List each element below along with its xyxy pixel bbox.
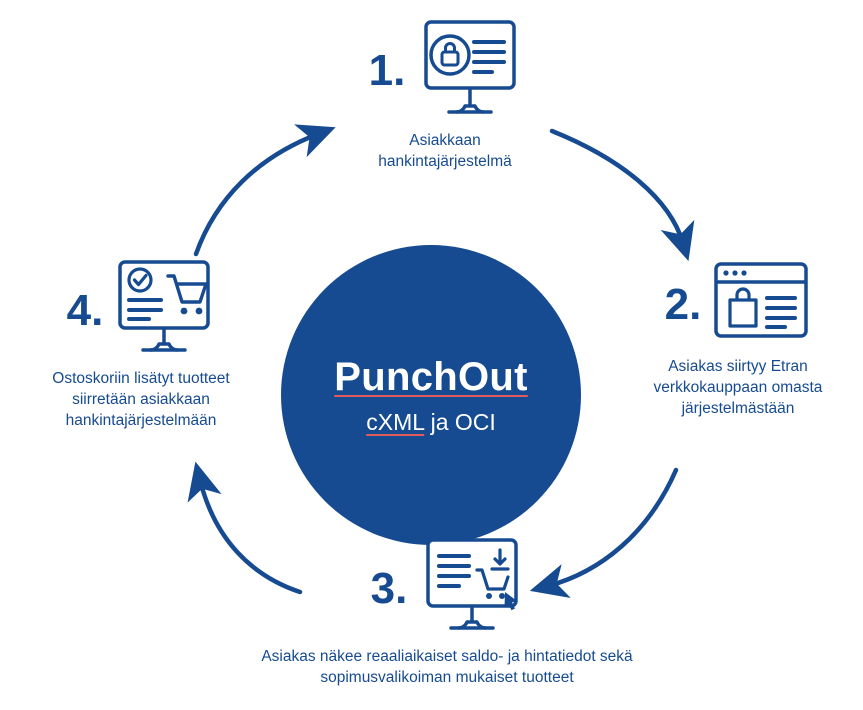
step-2-caption-line-1: Asiakas siirtyy Etran [668, 358, 808, 375]
monitor-cart-check-icon [113, 258, 215, 363]
step-1-caption-line-2: hankintajärjestelmä [378, 152, 512, 170]
center-subtitle-rest: ja OCI [424, 408, 496, 435]
step-2 [632, 258, 844, 420]
step-3-number: 3. [370, 563, 408, 613]
step-3-caption-line-2: sopimusvalikoiman mukaiset tuotteet [320, 668, 574, 686]
browser-shopping-bag-icon [711, 258, 811, 351]
center-circle [281, 245, 581, 545]
center-subtitle [366, 408, 496, 435]
step-4-caption-line-3: hankintajärjestelmään [65, 411, 217, 429]
center-subtitle-protocol: cXML [366, 408, 425, 435]
step-2-caption-line-3: järjestelmästään [681, 399, 795, 417]
step-3-caption-line-1: Asiakas näkee reaaliaikaiset saldo- ja hintatiedot sekä [261, 648, 633, 665]
step-4 [22, 258, 260, 432]
step-2-caption [632, 357, 844, 420]
step-2-caption-line-2: verkkokauppaan omasta [653, 378, 823, 396]
step-4-number: 4. [66, 285, 104, 335]
step-1-caption [300, 131, 590, 173]
step-1 [300, 16, 590, 173]
step-3 [222, 536, 672, 689]
center-title: PunchOut [334, 354, 528, 399]
step-4-caption-line-2: siirretään asiakkaan [72, 390, 210, 408]
step-2-number: 2. [664, 279, 702, 329]
step-4-caption [22, 369, 260, 432]
monitor-lock-icon [419, 16, 521, 125]
step-1-caption-line-1: Asiakkaan [409, 132, 481, 149]
step-1-number: 1. [368, 45, 406, 95]
step-4-caption-line-1: Ostoskoriin lisätyt tuotteet [52, 370, 230, 387]
step-3-caption [222, 647, 672, 689]
monitor-cart-download-icon [421, 536, 523, 641]
